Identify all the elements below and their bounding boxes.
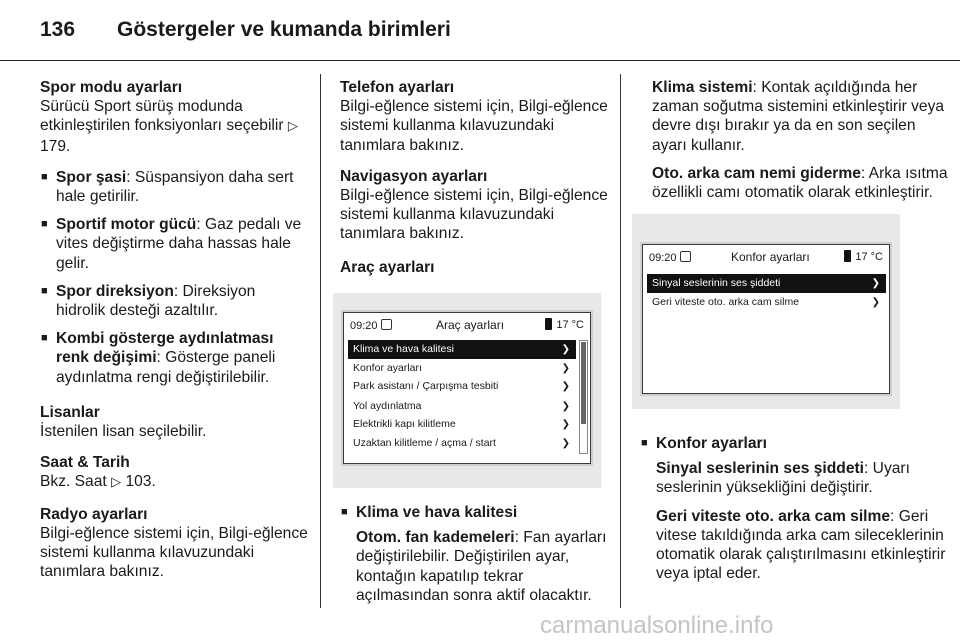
menu-item-uzaktan-kilitleme[interactable]: Uzaktan kilitleme / açma / start ❯ bbox=[348, 434, 576, 453]
menu-item-park-asistani[interactable]: Park asistanı / Çarpışma tesbiti ❯ bbox=[348, 377, 576, 396]
navigasyon-heading: Navigasyon ayarları bbox=[340, 167, 488, 185]
oto-arka-cam-text: Oto. arka cam nemi giderme: Arka ısıtma özellikli camı otomatik olarak etkinleştirir. bbox=[652, 164, 948, 202]
arac-heading: Araç ayarları bbox=[340, 258, 435, 276]
navigasyon-text: Bilgi-eğlence sistemi için, Bilgi-eğlence sistemi kullanma kılavuzundaki tanımlara bakınız. bbox=[340, 187, 608, 243]
screen-clock: 09:20 bbox=[649, 251, 691, 264]
saat-text: Bkz. Saat ▷ 103. bbox=[40, 473, 156, 491]
chevron-right-icon: ❯ bbox=[561, 363, 570, 374]
menu-item-konfor[interactable]: Konfor ayarları ❯ bbox=[348, 359, 576, 378]
display-screen bbox=[343, 312, 591, 464]
navigasyon-section bbox=[340, 167, 610, 244]
clock-icon bbox=[680, 251, 691, 262]
telefon-section bbox=[340, 78, 610, 155]
menu-item-geri-vites-silme[interactable]: Geri viteste oto. arka cam silme ❯ bbox=[647, 293, 886, 312]
fan-text: : Fan ayarları değiştirilebilir. Değiştirilen ayar, kontağın kapatılıp tekrar açılmasından sonra aktif olacaktır. bbox=[356, 529, 607, 604]
screen-status-bar bbox=[344, 313, 590, 337]
sinyal-heading: Sinyal seslerinin ses şiddeti bbox=[656, 460, 865, 478]
spor-section bbox=[40, 78, 308, 156]
menu-item-kapi-kilitleme[interactable]: Elektrikli kapı kilitleme ❯ bbox=[348, 415, 576, 434]
header-rule bbox=[0, 60, 960, 61]
phone-icon bbox=[545, 318, 552, 330]
chevron-right-icon: ❯ bbox=[561, 401, 570, 412]
column-3 bbox=[652, 78, 952, 202]
lisanlar-section bbox=[40, 403, 308, 441]
bullet-kombi-gosterge: ■ Kombi gösterge aydınlatması renk değişimi: Gösterge paneli aydınlatma rengi değiştirilebilir. bbox=[40, 329, 308, 387]
chevron-right-icon: ❯ bbox=[561, 419, 570, 430]
spor-heading: Spor modu ayarları bbox=[40, 79, 183, 96]
column-divider-1 bbox=[320, 74, 321, 608]
bullet-spor-sasi: ■ Spor şasi: Süspansiyon daha sert hale getirilir. bbox=[40, 168, 308, 206]
screenshot-arac-ayarlari bbox=[333, 293, 601, 488]
geri-vites-text: : Geri vitese takıldığında arka cam sileceklerinin otomatik olarak çalıştırılmasını etkinleştirir veya iptal eder. bbox=[656, 507, 946, 583]
watermark: carmanualsonline.info bbox=[540, 612, 774, 639]
screen-clock: 09:20 bbox=[350, 319, 392, 332]
telefon-text: Bilgi-eğlence sistemi için, Bilgi-eğlence sistemi kullanma kılavuzundaki tanımlara bakınız. bbox=[340, 98, 608, 154]
screen-title: Konfor ayarları bbox=[731, 250, 810, 264]
sinyal-text: : Uyarı seslerinin yüksekliğini değiştirir. bbox=[656, 460, 910, 497]
bullet-sportif-motor: ■ Sportif motor gücü: Gaz pedalı ve vites değiştirme daha hassas hale gelir. bbox=[40, 215, 308, 273]
screen-temperature: 17 °C bbox=[844, 250, 883, 263]
reference-arrow-icon: ▷ bbox=[111, 475, 122, 491]
column-divider-2 bbox=[620, 74, 621, 608]
screen-temperature: 17 °C bbox=[545, 318, 584, 331]
lisanlar-heading: Lisanlar bbox=[40, 403, 100, 421]
chevron-right-icon: ❯ bbox=[561, 438, 570, 449]
klima-sistemi-text: Klima sistemi: Kontak açıldığında her zaman soğutma sistemini etkinleştirir veya devre dışı bırakır ya da en son seçilen ayarı kullanır. bbox=[652, 79, 945, 154]
bullet-spor-direksiyon: ■ Spor direksiyon: Direksiyon hidrolik desteği azaltılır. bbox=[40, 282, 308, 320]
page-header bbox=[40, 18, 451, 42]
menu-item-sinyal-sesleri[interactable]: Sinyal seslerinin ses şiddeti ❯ bbox=[647, 274, 886, 293]
fan-heading: Otom. fan kademeleri bbox=[356, 529, 515, 547]
menu-item-klima[interactable]: Klima ve hava kalitesi ❯ bbox=[348, 340, 576, 359]
column-2 bbox=[340, 78, 610, 277]
saat-section bbox=[40, 453, 308, 492]
column-1 bbox=[40, 78, 308, 593]
page-title: Göstergeler ve kumanda birimleri bbox=[117, 18, 451, 41]
radyo-section bbox=[40, 505, 308, 582]
saat-heading: Saat & Tarih bbox=[40, 454, 130, 472]
radyo-heading: Radyo ayarları bbox=[40, 505, 148, 523]
chevron-right-icon: ❯ bbox=[561, 344, 570, 355]
lisanlar-text: İstenilen lisan seçilebilir. bbox=[40, 423, 207, 441]
screen-scrollbar[interactable] bbox=[579, 340, 588, 454]
chevron-right-icon: ❯ bbox=[871, 297, 880, 308]
klima-bullet-block bbox=[340, 503, 610, 614]
spor-text: Sürücü Sport sürüş modunda etkinleştirilen fonksiyonları seçebilir ▷ 179. bbox=[40, 98, 298, 155]
klima-detail bbox=[340, 528, 610, 605]
phone-icon bbox=[844, 250, 851, 262]
screen-status-bar bbox=[643, 245, 889, 269]
page-number: 136 bbox=[40, 18, 76, 41]
konfor-bullet-block bbox=[640, 434, 952, 592]
screen-title: Araç ayarları bbox=[436, 318, 505, 332]
scrollbar-thumb[interactable] bbox=[581, 342, 586, 424]
clock-icon bbox=[381, 319, 392, 330]
bullet-klima-hava: ■ Klima ve hava kalitesi bbox=[340, 503, 610, 522]
telefon-heading: Telefon ayarları bbox=[340, 79, 455, 96]
geri-vites-heading: Geri viteste oto. arka cam silme bbox=[656, 507, 891, 525]
radyo-text: Bilgi-eğlence sistemi için, Bilgi-eğlence sistemi kullanma kılavuzundaki tanımlara bakınız. bbox=[40, 524, 308, 581]
bullet-konfor-ayarlari: ■ Konfor ayarları bbox=[640, 434, 952, 453]
display-screen bbox=[642, 244, 890, 394]
konfor-detail bbox=[640, 459, 952, 583]
menu-item-yol-aydinlatma[interactable]: Yol aydınlatma ❯ bbox=[348, 397, 576, 416]
chevron-right-icon: ❯ bbox=[561, 381, 570, 392]
screenshot-konfor-ayarlari bbox=[632, 214, 900, 409]
chevron-right-icon: ❯ bbox=[871, 278, 880, 289]
reference-arrow-icon: ▷ bbox=[287, 119, 298, 135]
